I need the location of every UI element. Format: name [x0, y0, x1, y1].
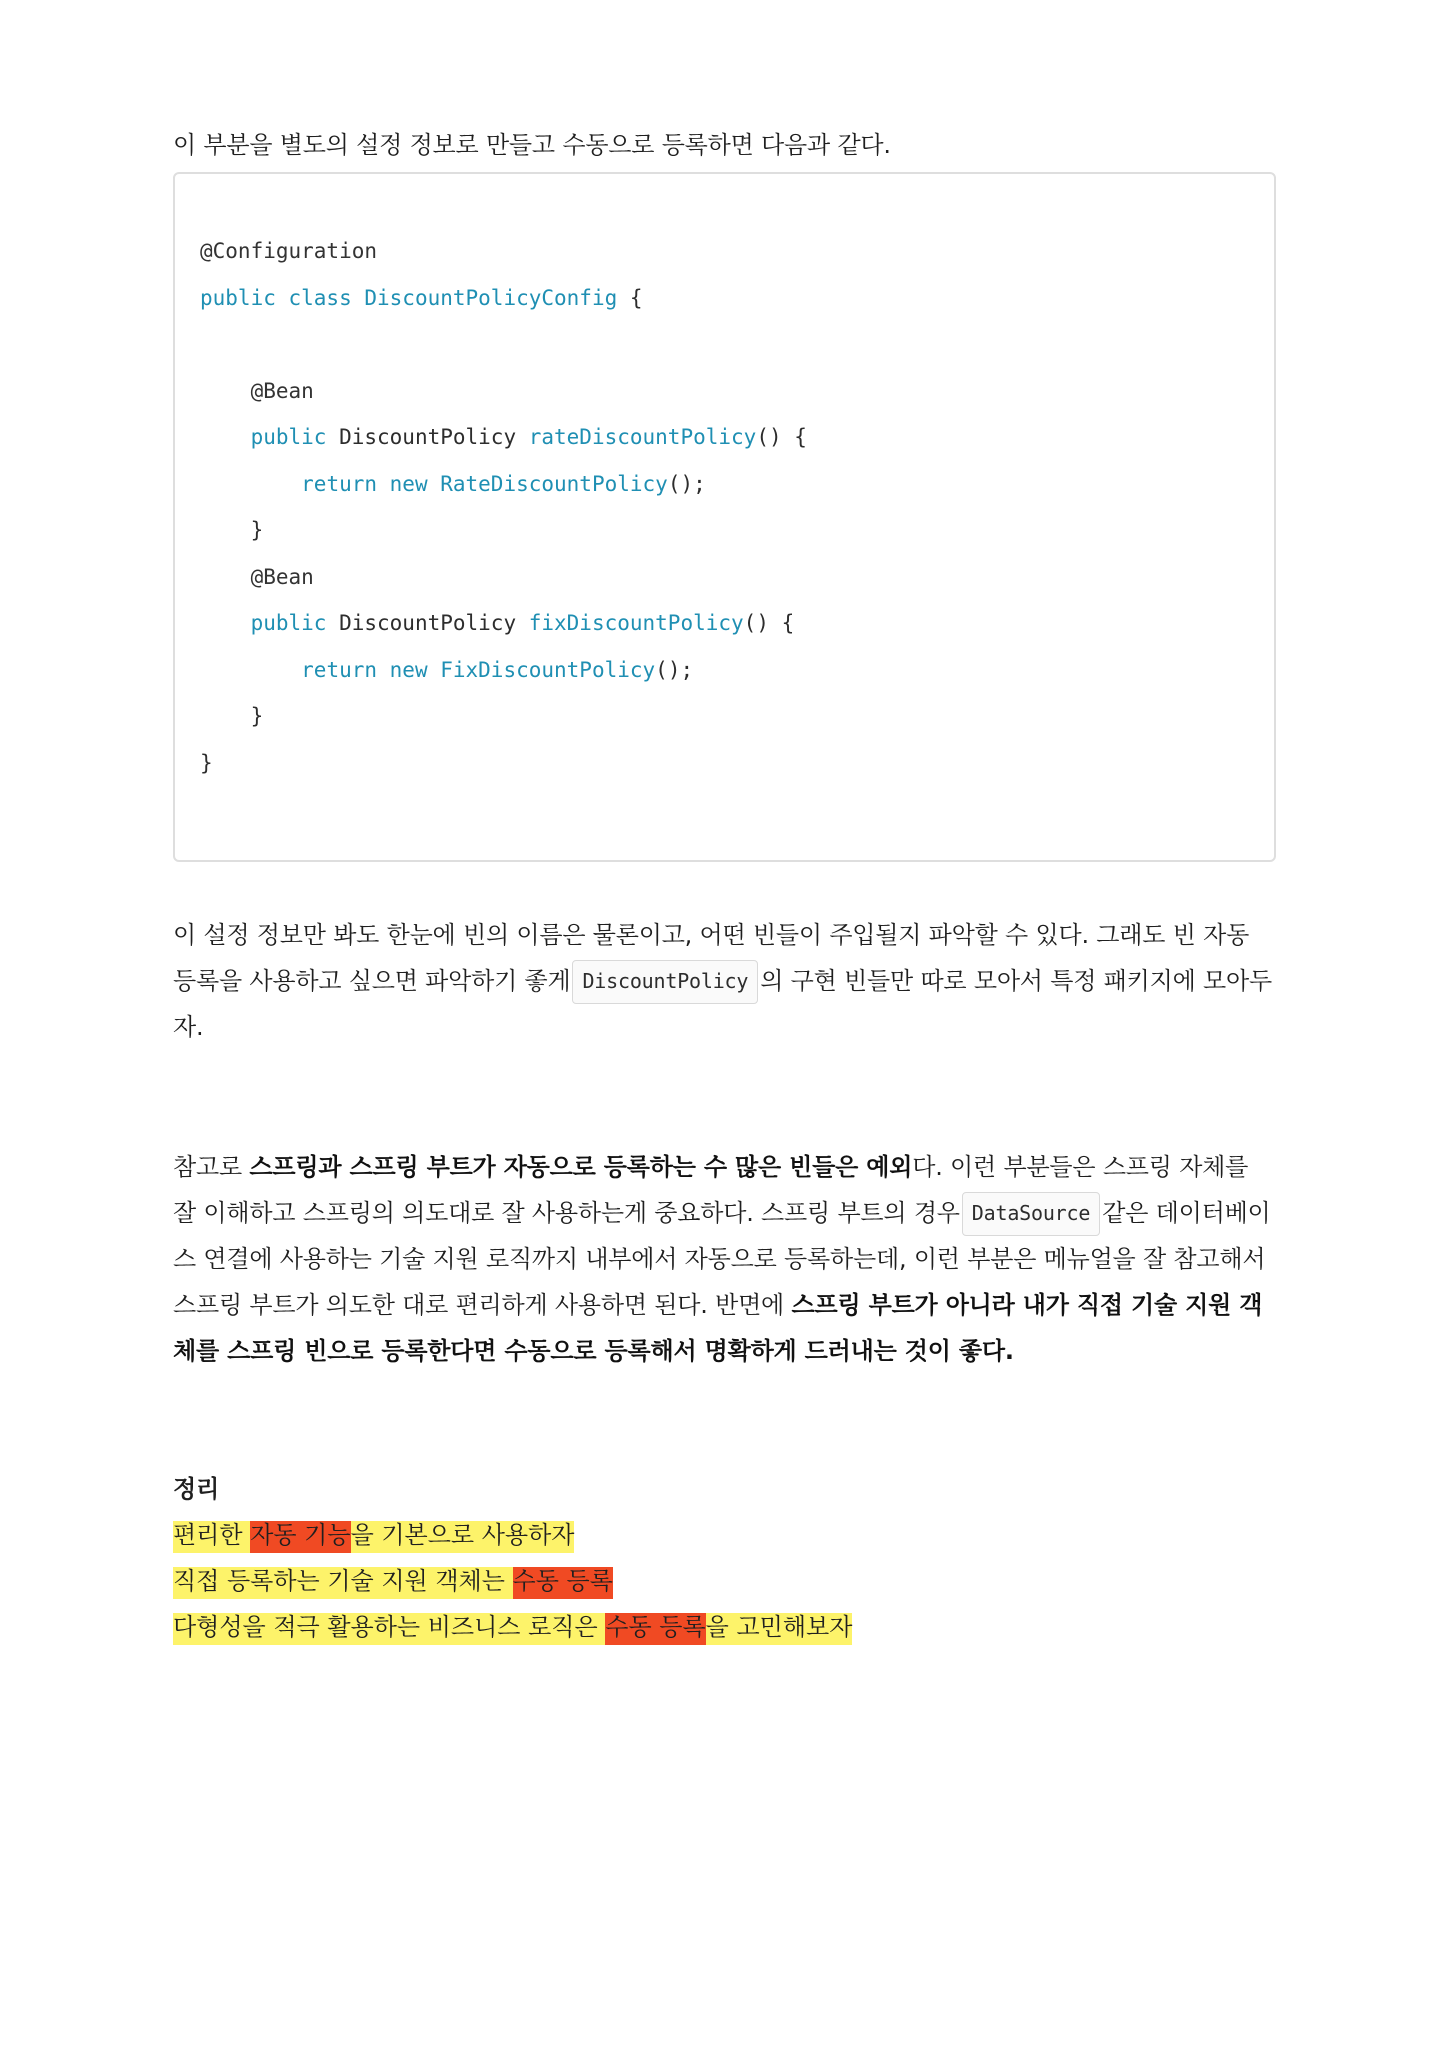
summary-title: 정리: [173, 1475, 220, 1503]
highlight-yellow: 다형성을 적극 활용하는 비즈니스 로직은: [173, 1613, 605, 1645]
text: 같은 데이터베이스 연결에 사용하는 기술 지원 로직까지 내부에서 자동으로 등록하는데, 이런 부분은 메뉴얼을 잘 참고해서 스프링 부트가 의도한 대로 편리하게 사용하면 된다. 반면에: [173, 1199, 1271, 1319]
text: 참고로: [173, 1153, 250, 1181]
text: 의 구현 빈들만 따로 모아서 특정 패키지에 모아두자.: [173, 967, 1272, 1041]
explanation-paragraph: [173, 912, 1278, 1050]
code-keyword: return new: [301, 657, 441, 682]
summary-section: [173, 1466, 1278, 1650]
code-block: [173, 172, 1276, 862]
code-keyword: return new: [301, 471, 441, 496]
text: 다. 이런 부분들은 스프링 자체를 잘 이해하고 스프링의 의도대로 잘 사용하는게 중요하다. 스프링 부트의 경우: [173, 1153, 1249, 1227]
return-type: DiscountPolicy: [326, 425, 529, 449]
summary-line-2: [173, 1558, 1278, 1604]
bold-text: 스프링과 스프링 부트가 자동으로 등록하는 수 많은 빈들은 예외: [249, 1153, 913, 1181]
highlight-yellow: 을 고민해보자: [706, 1613, 853, 1645]
summary-line-1: [173, 1512, 1278, 1558]
return-type: DiscountPolicy: [326, 611, 529, 635]
constructor-name: FixDiscountPolicy: [440, 657, 656, 682]
code-brace: {: [617, 285, 643, 310]
code-brace: }: [250, 518, 264, 542]
highlight-yellow: 직접 등록하는 기술 지원 객체는: [173, 1567, 513, 1599]
code-keyword: public: [250, 611, 327, 635]
annotation-configuration: @Configuration: [200, 239, 378, 263]
highlight-red: 수동 등록: [605, 1613, 705, 1645]
intro-paragraph: 이 부분을 별도의 설정 정보로 만들고 수동으로 등록하면 다음과 같다.: [173, 131, 891, 159]
highlight-yellow: 편리한: [173, 1521, 250, 1553]
highlight-red: 자동 기능: [250, 1521, 350, 1553]
highlight-yellow: 을 기본으로 사용하자: [351, 1521, 575, 1553]
method-name: rateDiscountPolicy: [528, 425, 757, 449]
code-brace: }: [250, 704, 264, 728]
code-paren: () {: [743, 611, 795, 635]
constructor-name: RateDiscountPolicy: [440, 471, 668, 496]
annotation-bean: @Bean: [250, 378, 314, 403]
code-keyword: public: [250, 425, 327, 449]
highlight-red: 수동 등록: [513, 1567, 613, 1599]
code-end: ();: [667, 471, 706, 496]
inline-code: DataSource: [962, 1192, 1100, 1236]
inline-code: DiscountPolicy: [572, 960, 758, 1004]
bold-text: 스프링 부트가 아니라 내가 직접 기술 지원 객체를 스프링 빈으로 등록한다면 수동으로 등록해서 명확하게 드러내는 것이 좋다.: [173, 1291, 1263, 1365]
summary-line-3: [173, 1604, 1278, 1650]
text: 이 설정 정보만 봐도 한눈에 빈의 이름은 물론이고, 어떤 빈들이 주입될지 파악할 수 있다. 그래도 빈 자동 등록을 사용하고 싶으면 파악하기 좋게: [173, 921, 1250, 995]
annotation-bean: @Bean: [250, 564, 314, 589]
code-end: ();: [655, 657, 694, 682]
method-name: fixDiscountPolicy: [528, 611, 744, 635]
code-brace: }: [200, 750, 213, 775]
note-paragraph: [173, 1144, 1278, 1374]
code-text: [200, 228, 807, 786]
class-name: DiscountPolicyConfig: [364, 285, 618, 310]
code-keyword: public class: [200, 285, 365, 310]
code-paren: () {: [756, 425, 807, 449]
